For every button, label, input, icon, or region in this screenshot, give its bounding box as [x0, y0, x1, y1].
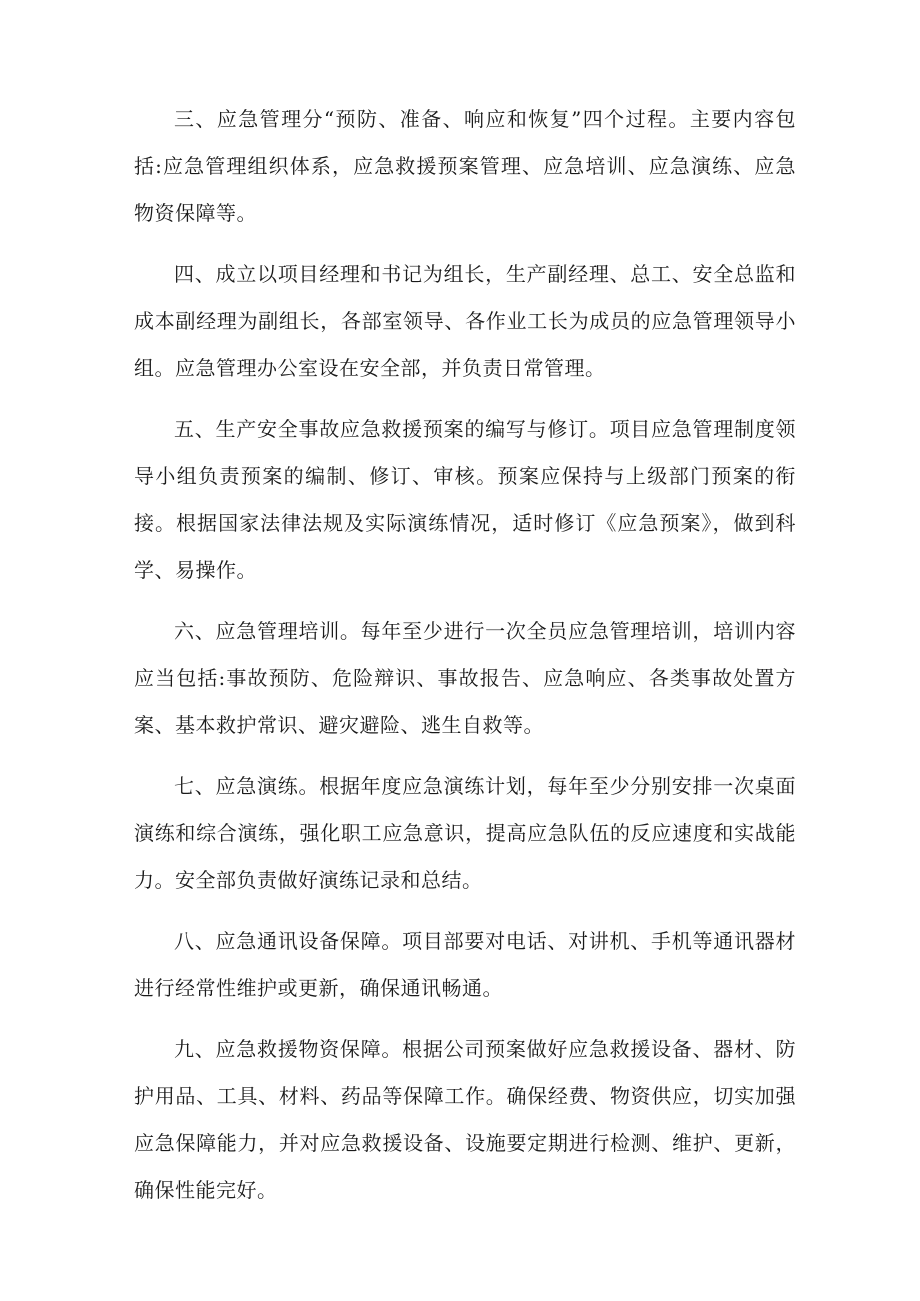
- paragraph-section-3: 三、应急管理分“预防、准备、响应和恢复”四个过程。主要内容包括:应急管理组织体系，应急救援预案管理、应急培训、应急演练、应急物资保障等。: [134, 107, 796, 225]
- paragraph-section-7: 七、应急演练。根据年度应急演练计划，每年至少分别安排一次桌面演练和综合演练，强化职工应急意识，提高应急队伍的反应速度和实战能力。安全部负责做好演练记录和总结。: [134, 774, 796, 892]
- paragraph-section-6: 六、应急管理培训。每年至少进行一次全员应急管理培训，培训内容应当包括:事故预防、危险辩识、事故报告、应急响应、各类事故处置方案、基本救护常识、避灾避险、逃生自救等。: [134, 619, 796, 737]
- paragraph-section-4: 四、成立以项目经理和书记为组长，生产副经理、总工、安全总监和成本副经理为副组长，各部室领导、各作业工长为成员的应急管理领导小组。应急管理办公室设在安全部，并负责日常管理。: [134, 262, 796, 380]
- paragraph-section-5: 五、生产安全事故应急救援预案的编写与修订。项目应急管理制度领导小组负责预案的编制、修订、审核。预案应保持与上级部门预案的衔接。根据国家法律法规及实际演练情况，适时修订《应急预案》，做到科学、易操作。: [134, 417, 796, 582]
- paragraph-section-8: 八、应急通讯设备保障。项目部要对电话、对讲机、手机等通讯器材进行经常性维护或更新，确保通讯畅通。: [134, 929, 796, 1000]
- document-body: [134, 96, 796, 1228]
- paragraph-section-9: 九、应急救援物资保障。根据公司预案做好应急救援设备、器材、防护用品、工具、材料、药品等保障工作。确保经费、物资供应，切实加强应急保障能力，并对应急救援设备、设施要定期进行检测、维护、更新，确保性能完好。: [134, 1037, 796, 1202]
